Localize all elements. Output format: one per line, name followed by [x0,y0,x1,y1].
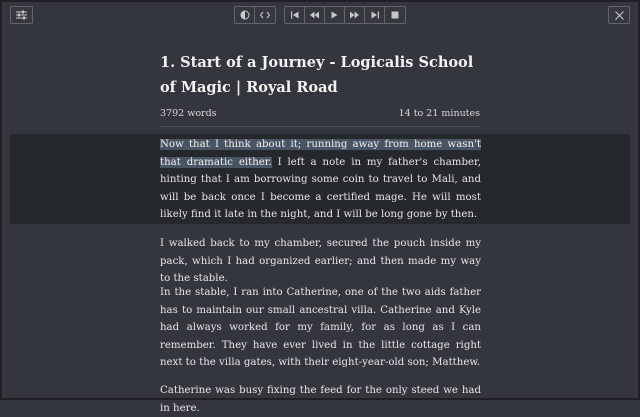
selected-text[interactable]: Now that I think about it; running away from home wasn't that dramatic either. [160,139,481,168]
stop-icon[interactable] [385,7,405,23]
play-icon[interactable] [325,7,345,23]
contrast-icon[interactable] [235,7,255,23]
skip-back-icon[interactable] [285,7,305,23]
rewind-icon[interactable] [305,7,325,23]
reader-toolbar [0,0,640,30]
paragraph-3: In the stable, I ran into Catherine, one of the two aids father has to maintain our small ancestral villa. Catherine and Kyle had always worked for my family, for as long as I can remember. They have ever lived in the little cottage right next to the villa gates, with their eight-year-old son; Matthew. [160,287,481,368]
sliders-icon[interactable] [10,6,33,24]
word-count: 3792 words [160,108,217,119]
paragraph-1-rest: I left a note in my father's chamber, hinting that I am borrowing some coin to travel to Mali, and will be back once I become a certified mage. He will most likely find it late in the night, and I will be long gone by then. [160,156,481,220]
paragraph-1[interactable] [160,136,481,224]
fast-forward-icon[interactable] [345,7,365,23]
code-icon[interactable] [255,7,275,23]
view-controls [234,6,276,24]
read-time: 14 to 21 minutes [398,108,480,119]
media-controls [284,6,406,24]
article-meta [160,108,480,119]
paragraph-4: Catherine was busy fixing the feed for the only steed we had in here. [160,385,481,414]
paragraph-2: I walked back to my chamber, secured the pouch inside my pack, which I had organized earlier; and then made my way to the stable. [160,238,481,284]
skip-forward-icon[interactable] [365,7,385,23]
close-icon[interactable] [608,6,630,24]
article-title: 1. Start of a Journey - Logicalis School of Magic | Royal Road [160,54,474,96]
title-divider [160,126,480,127]
